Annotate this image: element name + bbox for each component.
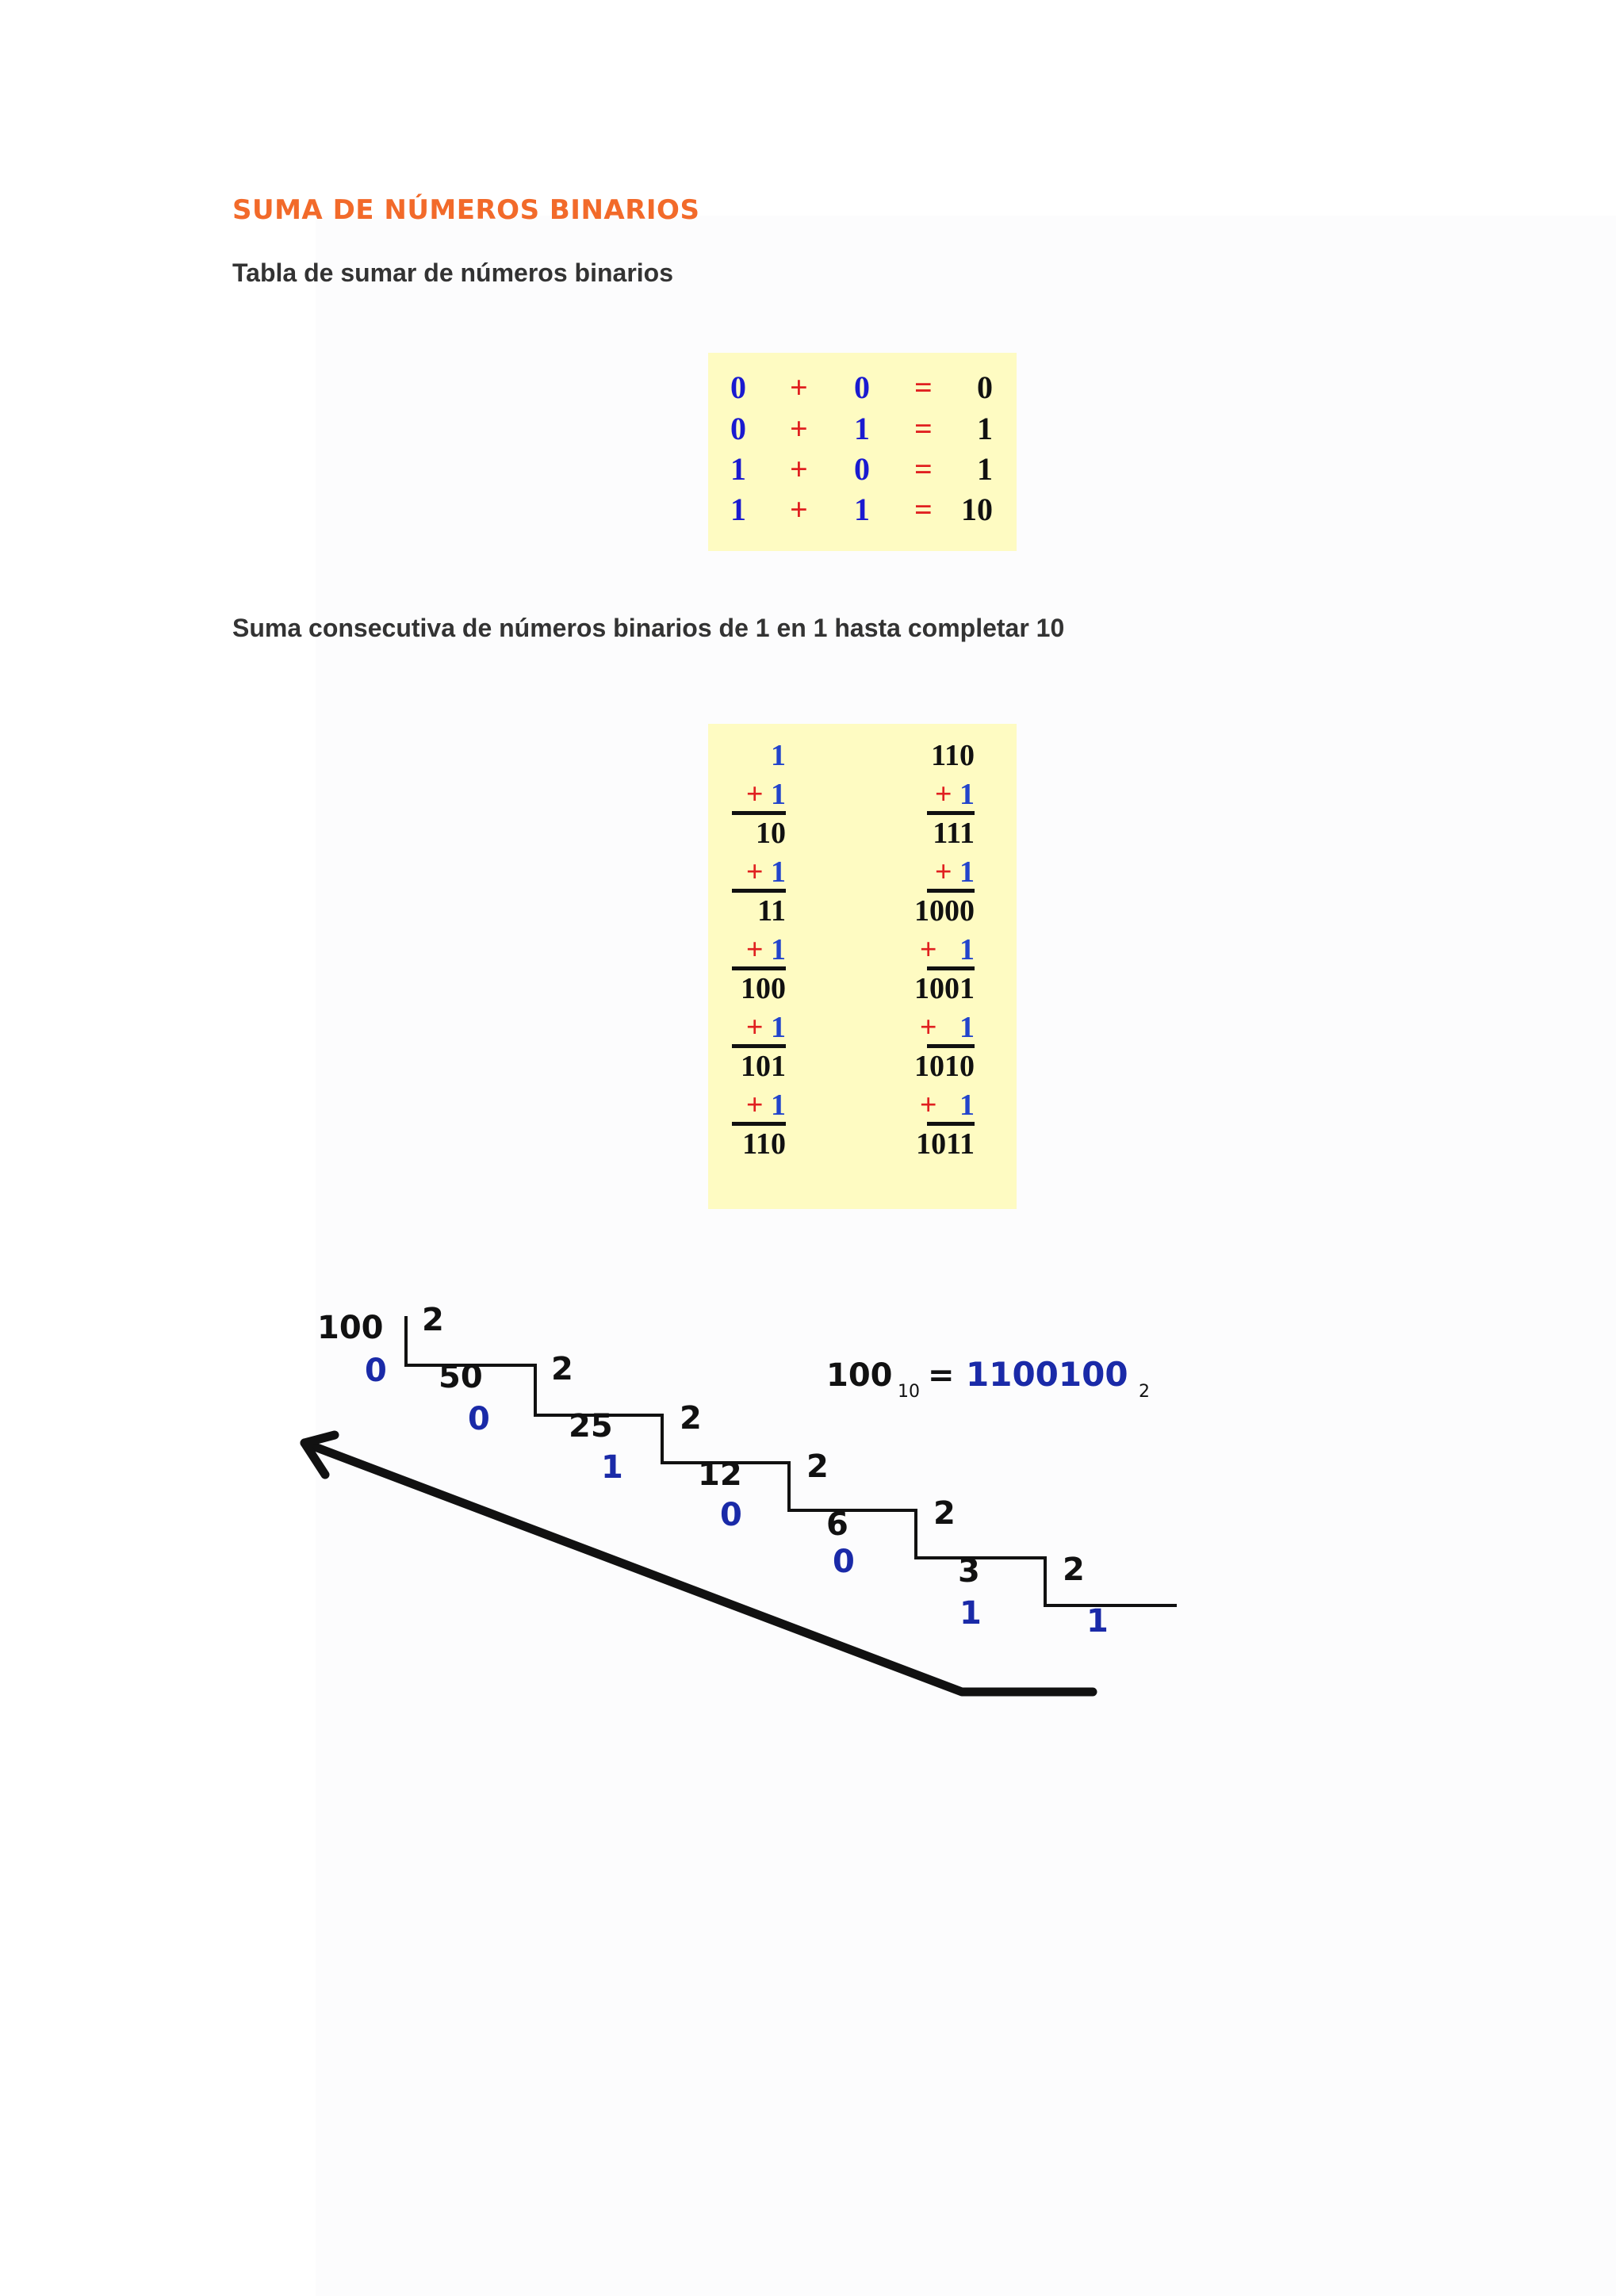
dividend: 25 (569, 1408, 613, 1445)
one-digit: 1 (959, 855, 975, 889)
operand-a: 1 (730, 451, 746, 487)
plus-sign: + (934, 778, 952, 811)
sum-result: 1 (977, 411, 993, 446)
partial-sum: 111 (933, 817, 975, 850)
add-one (920, 1011, 975, 1044)
partial-sum: 100 (741, 972, 786, 1005)
equals-sign: = (914, 411, 933, 446)
one-digit: 1 (771, 933, 786, 966)
divisor: 2 (422, 1302, 444, 1338)
operand-b: 1 (854, 492, 870, 527)
one-digit: 1 (771, 778, 786, 811)
plus-sign: + (790, 492, 808, 527)
add-one (746, 778, 786, 811)
divisor: 2 (551, 1351, 573, 1387)
page-title: SUMA DE NÚMEROS BINARIOS (232, 194, 700, 226)
equals-sign: = (914, 369, 933, 405)
divisor: 2 (1063, 1552, 1085, 1588)
equation-binary: 1100100 (966, 1355, 1128, 1394)
table-row (708, 410, 1017, 451)
equation-decimal: 100 (826, 1357, 893, 1394)
partial-sum: 1000 (914, 894, 975, 928)
equals-sign: = (914, 492, 933, 527)
remainder: 0 (365, 1353, 387, 1389)
remainder: 0 (468, 1401, 490, 1437)
one-digit: 1 (959, 933, 975, 966)
one-digit: 1 (959, 778, 975, 811)
table-row (708, 369, 1017, 410)
table-row (708, 450, 1017, 492)
sum-result: 10 (961, 492, 993, 527)
remainder: 0 (720, 1497, 742, 1533)
one-digit: 1 (771, 1089, 786, 1122)
add-one (746, 855, 786, 889)
one-digit: 1 (771, 855, 786, 889)
plus-sign: + (745, 778, 764, 811)
dividend: 12 (698, 1456, 742, 1493)
add-one (746, 1011, 786, 1044)
add-one (935, 855, 975, 889)
plus-sign: + (919, 1089, 937, 1122)
plus-sign: + (790, 451, 808, 487)
operand-a: 0 (730, 369, 746, 405)
partial-sum: 110 (742, 1127, 786, 1161)
remainder: 1 (959, 1595, 982, 1632)
plus-sign: + (919, 1011, 937, 1044)
add-one (746, 933, 786, 966)
dividend: 3 (958, 1553, 980, 1590)
remainder: 0 (833, 1544, 855, 1580)
plus-sign: + (790, 411, 808, 446)
dividend: 100 (317, 1310, 384, 1346)
dividend: 50 (439, 1359, 483, 1395)
partial-sum: 1010 (914, 1050, 975, 1083)
remainder: 1 (601, 1449, 623, 1486)
plus-sign: + (745, 855, 764, 889)
table-row (708, 491, 1017, 532)
partial-sum: 1001 (914, 972, 975, 1005)
operand-a: 1 (730, 492, 746, 527)
division-diagram (285, 1284, 1205, 1728)
add-one (746, 1089, 786, 1122)
operand-b: 0 (854, 369, 870, 405)
equals-sign: = (914, 451, 933, 487)
one-digit: 1 (959, 1011, 975, 1044)
partial-sum: 11 (757, 894, 786, 928)
consecutive-sums (708, 724, 1017, 1209)
add-one (920, 1089, 975, 1122)
remainder: 1 (1086, 1603, 1109, 1640)
partial-sum: 1011 (916, 1127, 975, 1161)
equation-decimal-base: 10 (898, 1382, 920, 1402)
dividend: 6 (826, 1506, 848, 1543)
plus-sign: + (745, 1089, 764, 1122)
add-one (920, 933, 975, 966)
equation-equals: = (928, 1357, 955, 1394)
sum-result: 1 (977, 451, 993, 487)
divisor: 2 (933, 1495, 956, 1532)
start-value: 110 (931, 739, 975, 772)
plus-sign: + (934, 855, 952, 889)
partial-sum: 10 (756, 817, 786, 850)
one-digit: 1 (771, 1011, 786, 1044)
operand-b: 1 (854, 411, 870, 446)
start-value: 1 (771, 739, 786, 772)
consecutive-subtitle: Suma consecutiva de números binarios de 1 en 1 hasta completar 10 (232, 614, 1065, 642)
one-digit: 1 (959, 1089, 975, 1122)
partial-sum: 101 (741, 1050, 786, 1083)
divisor: 2 (806, 1448, 829, 1485)
equation-binary-base: 2 (1139, 1382, 1150, 1402)
plus-sign: + (745, 1011, 764, 1044)
plus-sign: + (745, 933, 764, 966)
left-column (732, 738, 786, 1165)
plus-sign: + (790, 369, 808, 405)
sum-result: 0 (977, 369, 993, 405)
plus-sign: + (919, 933, 937, 966)
add-one (935, 778, 975, 811)
operand-a: 0 (730, 411, 746, 446)
addition-table (708, 353, 1017, 551)
divisor: 2 (680, 1400, 702, 1437)
operand-b: 0 (854, 451, 870, 487)
right-column (903, 738, 975, 1165)
table-subtitle: Tabla de sumar de números binarios (232, 258, 673, 287)
